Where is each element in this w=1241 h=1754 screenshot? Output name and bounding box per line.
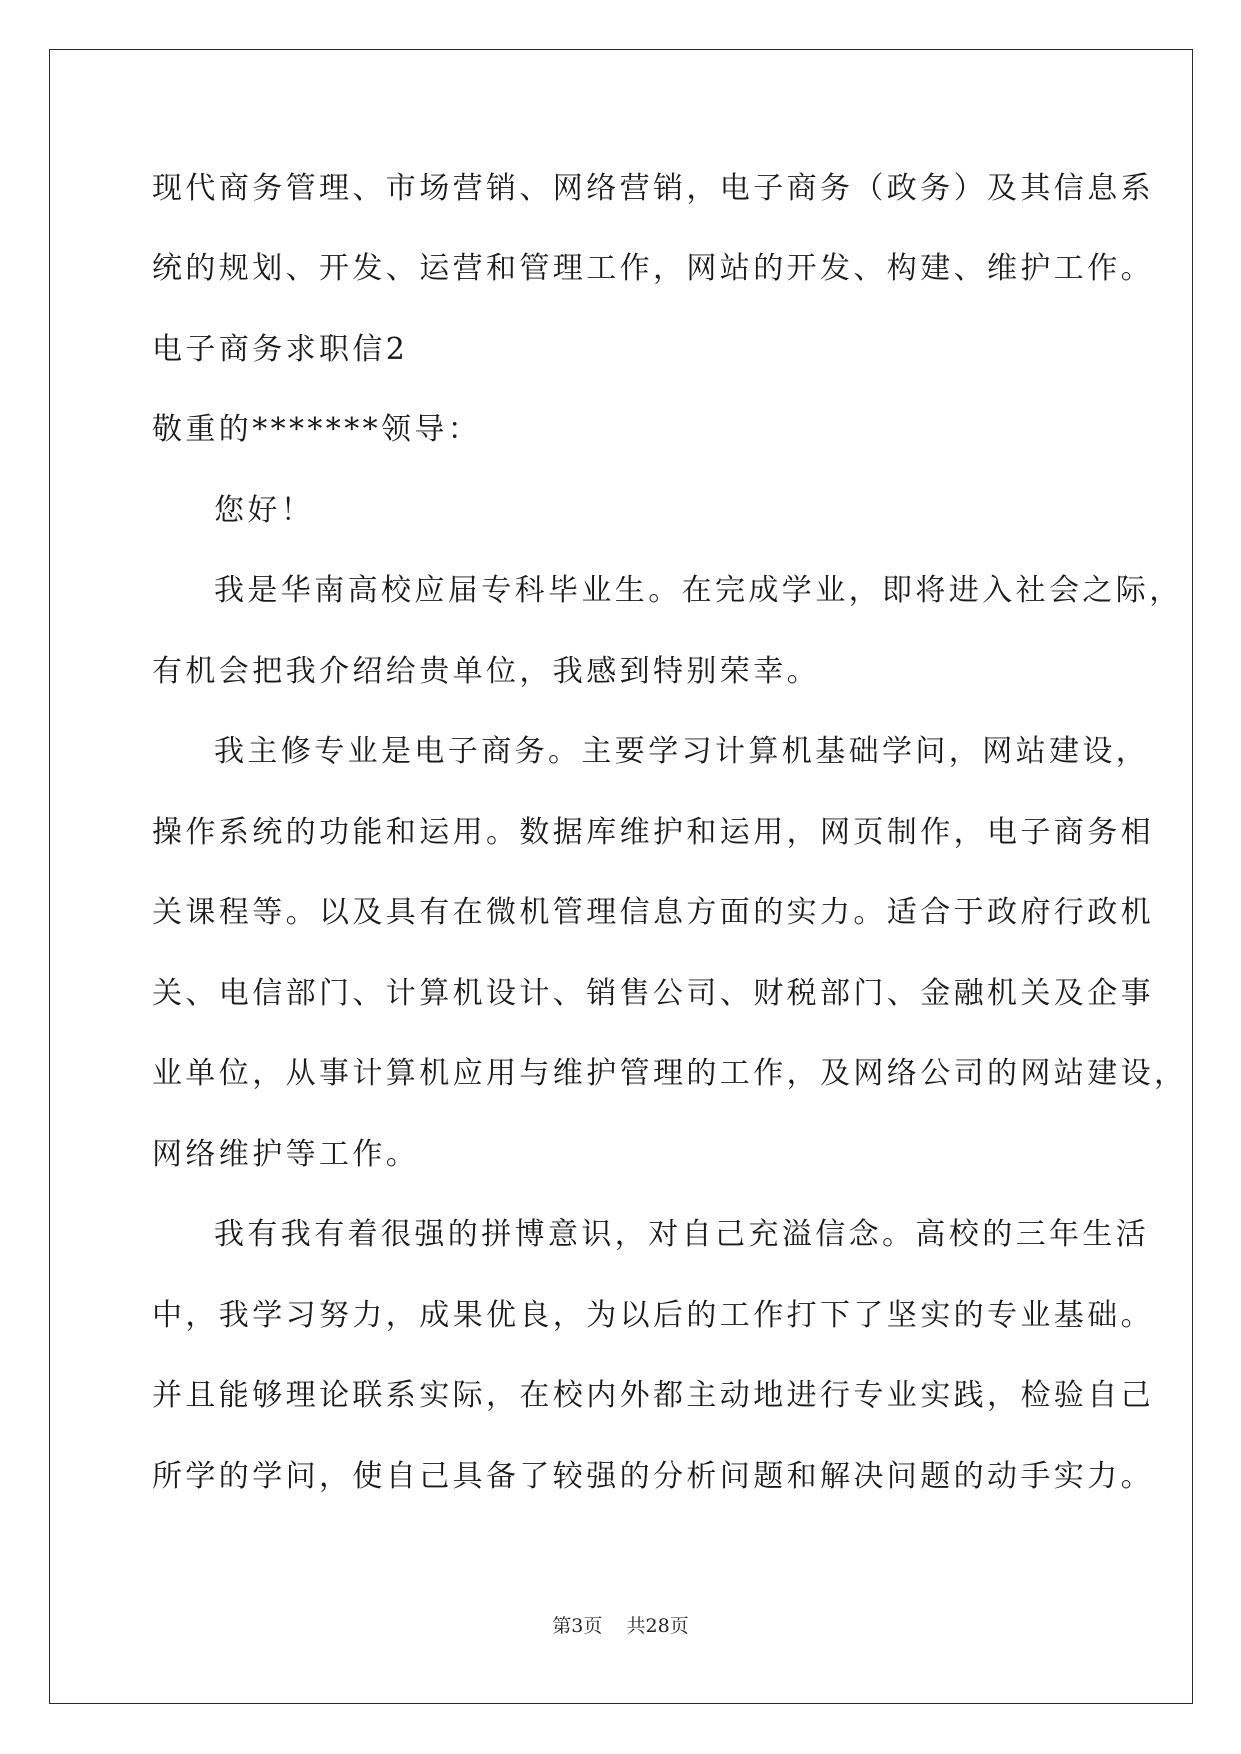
body-text-line: 中，我学习努力，成果优良，为以后的工作打下了坚实的专业基础。 <box>152 1298 1154 1333</box>
body-text-line: 我有我有着很强的拼博意识，对自己充溢信念。高校的三年生活 <box>214 1217 1150 1252</box>
body-text-line: 并且能够理论联系实际，在校内外都主动地进行专业实践，检验自己 <box>152 1378 1154 1413</box>
body-text-line: 业单位，从事计算机应用与维护管理的工作，及网络公司的网站建设， <box>152 1056 1188 1091</box>
body-text-line: 所学的学问，使自己具备了较强的分析问题和解决问题的动手实力。 <box>152 1459 1154 1494</box>
greeting: 您好！ <box>214 493 315 528</box>
body-text-line: 统的规划、开发、运营和管理工作，网站的开发、构建、维护工作。 <box>152 251 1154 286</box>
body-text-line: 网络维护等工作。 <box>152 1137 420 1172</box>
salutation: 敬重的*******领导： <box>152 412 482 447</box>
body-text-line: 操作系统的功能和运用。数据库维护和运用，网页制作，电子商务相 <box>152 815 1154 850</box>
body-text-line: 关、电信部门、计算机设计、销售公司、财税部门、金融机关及企事 <box>152 976 1154 1011</box>
page-border <box>49 49 1193 1704</box>
body-text-line: 有机会把我介绍给贵单位，我感到特别荣幸。 <box>152 654 820 689</box>
body-text-line: 关课程等。以及具有在微机管理信息方面的实力。适合于政府行政机 <box>152 895 1154 930</box>
body-text-line: 我主修专业是电子商务。主要学习计算机基础学问，网站建设， <box>214 734 1150 769</box>
section-heading: 电子商务求职信2 <box>152 332 409 367</box>
body-text-line: 我是华南高校应届专科毕业生。在完成学业，即将进入社会之际， <box>214 573 1183 608</box>
body-text-line: 现代商务管理、市场营销、网络营销，电子商务（政务）及其信息系 <box>152 171 1154 206</box>
page-number-footer: 第3页 共28页 <box>552 1615 689 1637</box>
